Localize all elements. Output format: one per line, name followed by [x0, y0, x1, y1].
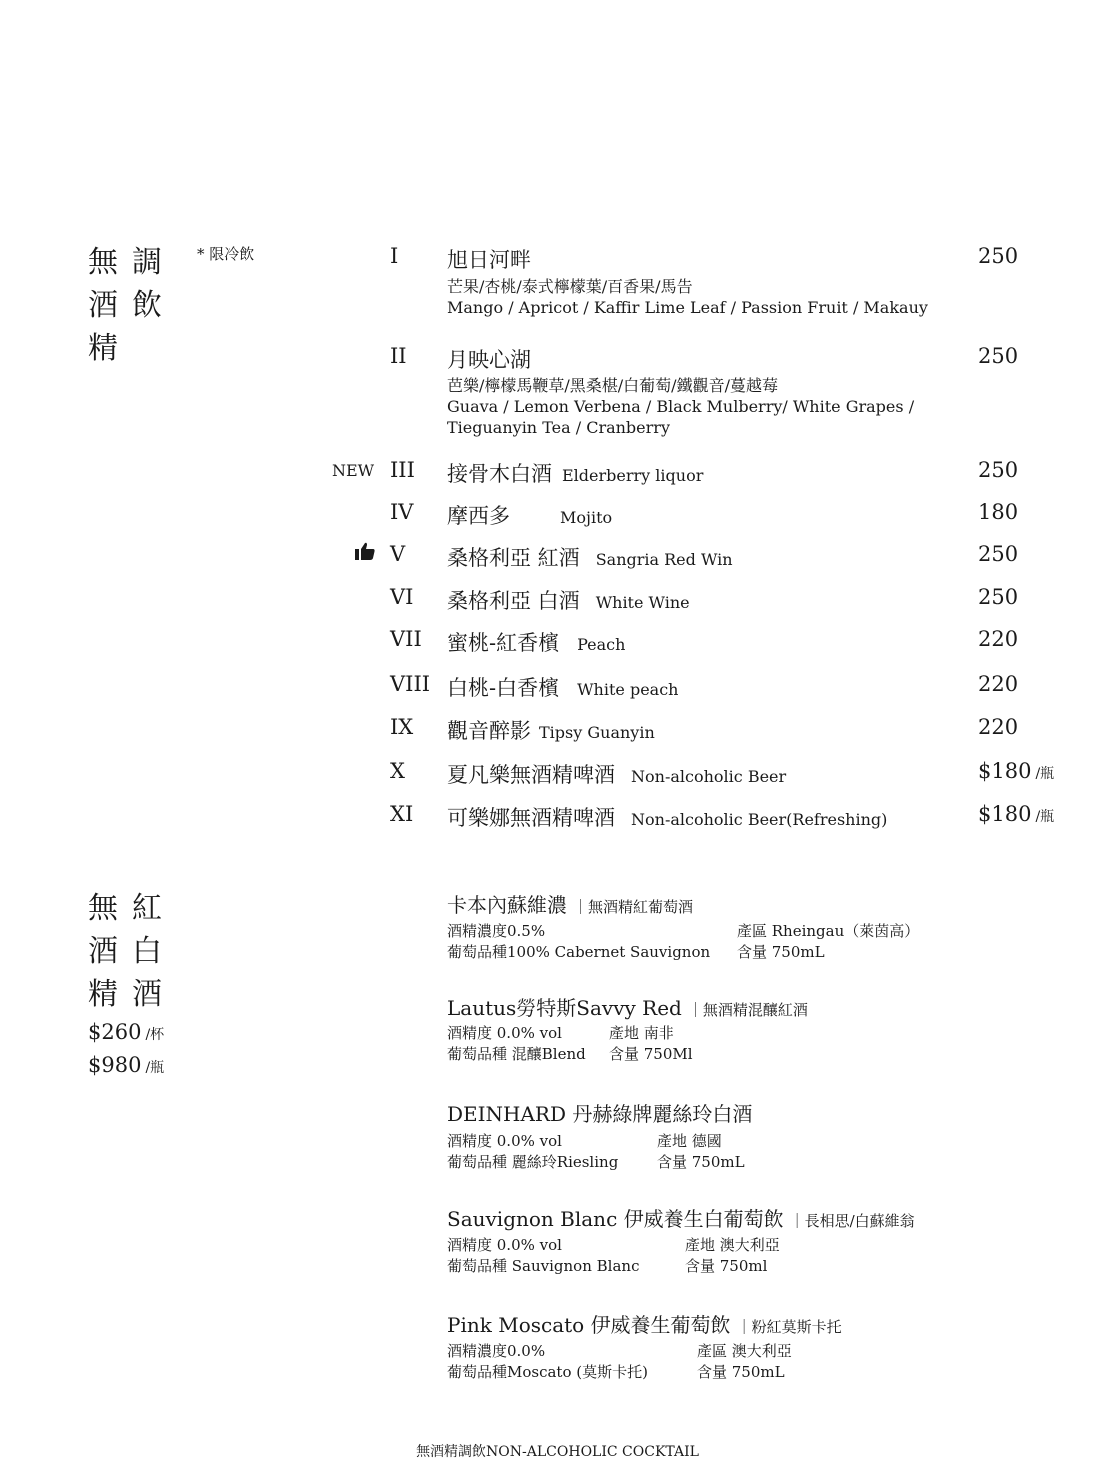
title-char: 精	[88, 331, 120, 366]
thumbs-up-icon	[355, 542, 375, 564]
title-char: 紅	[132, 891, 164, 926]
wine-price-block	[88, 1017, 164, 1083]
bottle-price: $980 /瓶	[88, 1053, 165, 1077]
item-name: 摩西多 Mojito	[447, 504, 613, 528]
item-name: 接骨木白酒 Elderberry liquor	[447, 462, 704, 486]
cocktails-title-col2	[132, 241, 164, 327]
item-price: 180	[978, 500, 1019, 524]
title-char: 調	[132, 245, 164, 280]
wine-title: Pink Moscato 伊威養生葡萄飲 ｜粉紅莫斯卡托	[447, 1313, 842, 1337]
glass-price: $260 /杯	[88, 1020, 165, 1044]
item-name: 月映心湖	[447, 348, 531, 372]
desc-line: 芒果/杏桃/泰式檸檬葉/百香果/馬告	[447, 277, 693, 296]
item-price: 220	[978, 715, 1019, 739]
title-char: 酒	[88, 934, 120, 969]
wine-spec: 酒精濃度0.5% 產區 Rheingau（萊茵高） 葡萄品種100% Cabernet Sauvignon 含量 750mL	[447, 922, 920, 961]
item-name: 旭日河畔	[447, 248, 531, 272]
item-name: 觀音醉影 Tipsy Guanyin	[447, 719, 655, 743]
item-price: 250	[978, 458, 1019, 482]
desc-line: 芭樂/檸檬馬鞭草/黑桑椹/白葡萄/鐵觀音/蔓越莓	[447, 376, 778, 395]
title-char: 精	[88, 977, 120, 1012]
item-roman: XI	[390, 802, 414, 826]
item-price: 220	[978, 627, 1019, 651]
page-footer: 無酒精調飲NON-ALCOHOLIC COCKTAIL	[416, 1444, 699, 1460]
item-roman: I	[390, 244, 399, 268]
wine-spec: 酒精度 0.0% vol 產地 澳大利亞 葡萄品種 Sauvignon Blanc 含量 750ml	[447, 1236, 780, 1275]
item-name: 蜜桃-紅香檳 Peach	[447, 631, 626, 655]
item-price: 250	[978, 585, 1019, 609]
item-roman: IV	[390, 500, 414, 524]
item-roman: II	[390, 344, 407, 368]
item-price: 220	[978, 672, 1019, 696]
item-name: 可樂娜無酒精啤酒 Non-alcoholic Beer(Refreshing)	[447, 806, 888, 830]
item-roman: IX	[390, 715, 414, 739]
wine-title: 卡本內蘇維濃 ｜無酒精紅葡萄酒	[447, 893, 694, 917]
title-char: 酒	[88, 288, 120, 323]
item-price: $180 /瓶	[978, 759, 1055, 783]
wines-title-col2	[132, 887, 164, 1016]
item-roman: VIII	[390, 672, 431, 696]
item-roman: VII	[390, 627, 422, 651]
item-name: 桑格利亞 紅酒 Sangria Red Win	[447, 546, 733, 570]
new-badge: NEW	[332, 461, 375, 480]
item-name: 桑格利亞 白酒 White Wine	[447, 589, 690, 613]
item-price: $180 /瓶	[978, 802, 1055, 826]
cocktails-title-col1	[88, 241, 120, 370]
item-price: 250	[978, 244, 1019, 268]
wine-title: Sauvignon Blanc 伊威養生白葡萄飲 ｜長相思/白蘇維翁	[447, 1207, 915, 1231]
wine-spec: 酒精度 0.0% vol 產地 德國 葡萄品種 麗絲玲Riesling 含量 750mL	[447, 1132, 745, 1171]
item-desc	[447, 276, 928, 318]
wine-title: DEINHARD 丹赫綠牌麗絲玲白酒	[447, 1102, 753, 1126]
item-name: 白桃-白香檳 White peach	[447, 676, 679, 700]
title-char: 飲	[132, 288, 164, 323]
wine-title: Lautus勞特斯Savvy Red ｜無酒精混釀紅酒	[447, 996, 808, 1020]
desc-line: Mango / Apricot / Kaffir Lime Leaf / Passion Fruit / Makauy	[447, 298, 928, 317]
desc-line: Tieguanyin Tea / Cranberry	[447, 418, 670, 437]
title-char: 無	[88, 891, 120, 926]
wine-spec: 酒精度 0.0% vol 產地 南非 葡萄品種 混釀Blend 含量 750Ml	[447, 1024, 693, 1063]
item-roman: V	[390, 542, 406, 566]
item-desc	[447, 375, 914, 438]
title-char: 酒	[132, 977, 164, 1012]
item-price: 250	[978, 542, 1019, 566]
item-price: 250	[978, 344, 1019, 368]
wines-title-col1	[88, 887, 120, 1016]
wine-spec: 酒精濃度0.0% 產區 澳大利亞 葡萄品種Moscato (莫斯卡托) 含量 750mL	[447, 1342, 792, 1381]
title-char: 無	[88, 245, 120, 280]
desc-line: Guava / Lemon Verbena / Black Mulberry/ White Grapes /	[447, 397, 915, 416]
cold-only-note: * 限冷飲	[197, 245, 255, 263]
title-char: 白	[132, 934, 164, 969]
item-roman: X	[390, 759, 405, 783]
item-roman: VI	[390, 585, 414, 609]
item-name: 夏凡樂無酒精啤酒 Non-alcoholic Beer	[447, 763, 787, 787]
item-roman: III	[390, 458, 415, 482]
